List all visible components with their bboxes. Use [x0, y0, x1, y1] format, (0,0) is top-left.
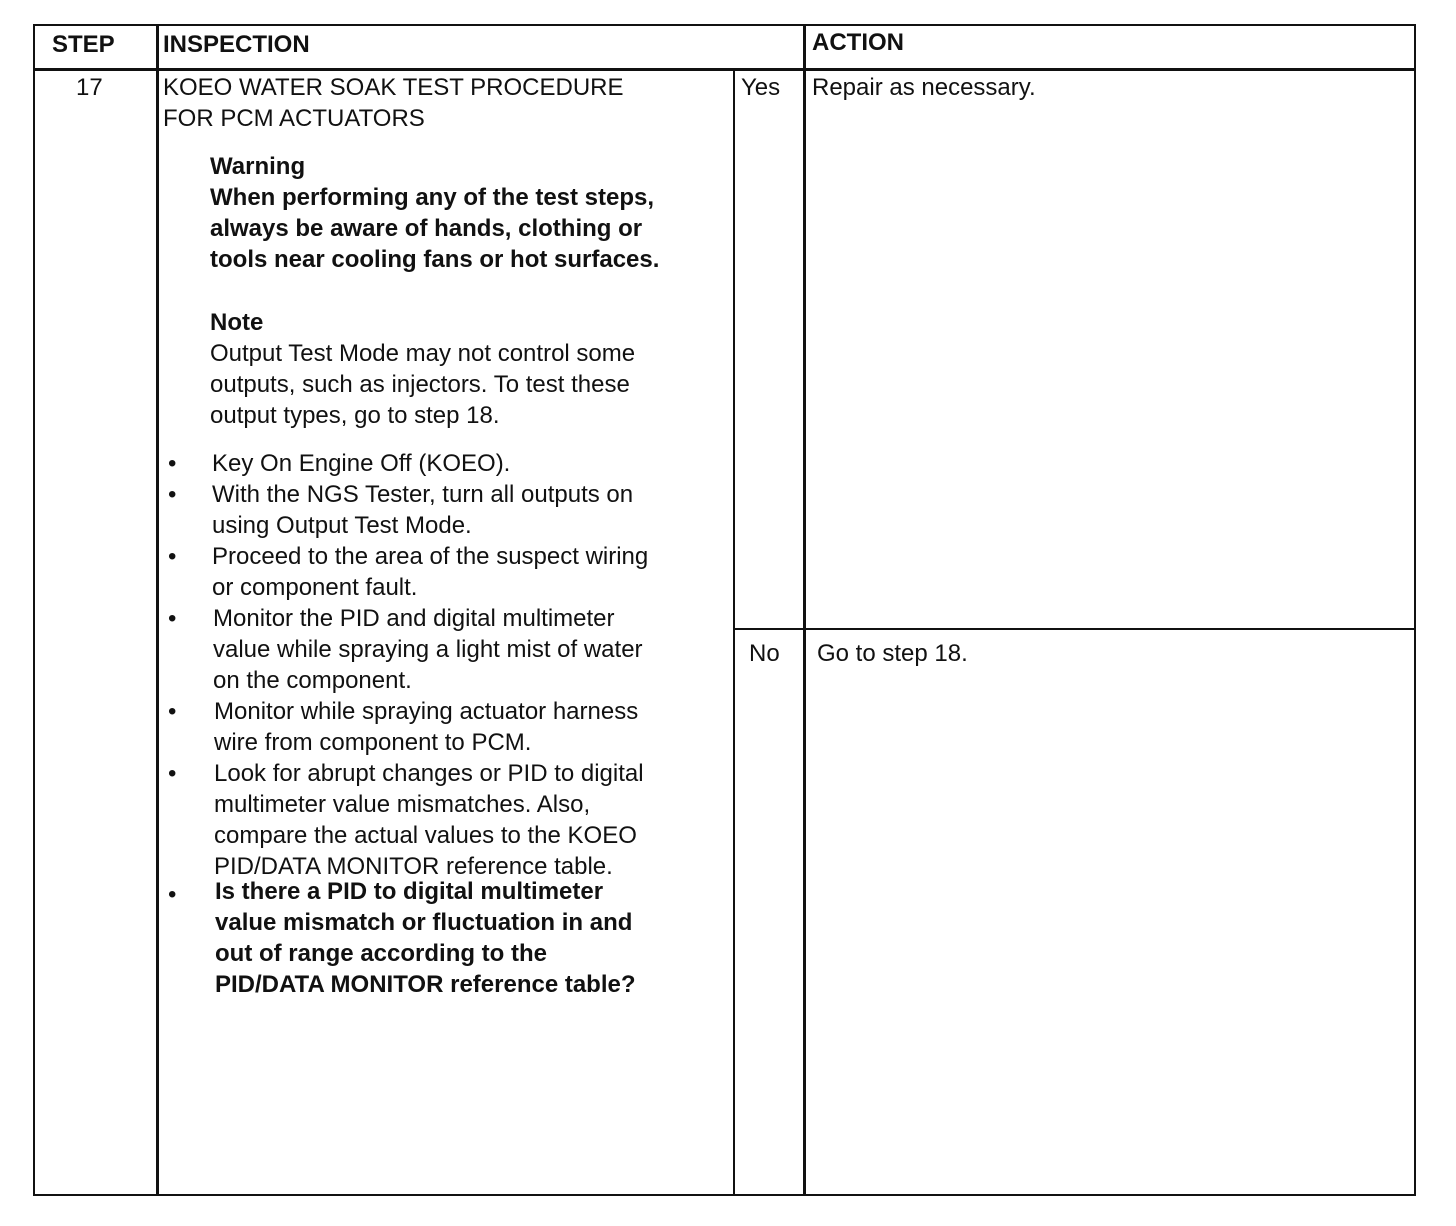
action-column-divider	[803, 24, 806, 1196]
step-column-divider	[156, 24, 159, 1196]
step-item-6-line-3: compare the actual values to the KOEO	[214, 822, 637, 849]
no-label: No	[749, 640, 780, 667]
step-item-6-line-1: Look for abrupt changes or PID to digital	[214, 760, 644, 787]
yes-action: Repair as necessary.	[812, 74, 1036, 101]
warning-text-line-1: When performing any of the test steps,	[210, 184, 655, 211]
bullet-icon	[168, 479, 182, 510]
note-text-line-1: Output Test Mode may not control some	[210, 340, 636, 367]
step-item-4-line-1: Monitor the PID and digital multimeter	[213, 605, 615, 632]
step-item-4-line-2: value while spraying a light mist of water	[213, 636, 643, 663]
note-label: Note	[210, 309, 264, 336]
procedure-title-line-1: KOEO WATER SOAK TEST PROCEDURE	[163, 74, 624, 101]
step-header: STEP	[52, 31, 115, 58]
bullet-icon	[168, 603, 182, 634]
step-item-5-line-1: Monitor while spraying actuator harness	[214, 698, 639, 725]
action-header: ACTION	[812, 29, 904, 56]
step-question-line-3: out of range according to the	[215, 940, 548, 967]
step-item-4-line-3: on the component.	[213, 667, 412, 694]
step-item-6-line-4: PID/DATA MONITOR reference table.	[214, 853, 613, 880]
warning-text-line-2: always be aware of hands, clothing or	[210, 215, 643, 242]
step-question-line-1: Is there a PID to digital multimeter	[215, 878, 604, 905]
warning-label: Warning	[210, 153, 306, 180]
step-question-line-2: value mismatch or fluctuation in and	[215, 909, 633, 936]
step-item-2-line-1: With the NGS Tester, turn all outputs on	[212, 481, 634, 508]
yes-no-column-left-divider	[733, 68, 735, 1196]
step-item-5-line-2: wire from component to PCM.	[214, 729, 532, 756]
no-action: Go to step 18.	[817, 640, 968, 667]
bullet-icon	[168, 879, 182, 910]
yes-no-row-divider	[733, 628, 1416, 630]
bullet-icon	[168, 696, 182, 727]
note-text-line-2: outputs, such as injectors. To test these	[210, 371, 630, 398]
step-item-3-line-2: or component fault.	[212, 574, 418, 601]
bullet-icon	[168, 448, 182, 479]
header-divider	[33, 68, 1416, 71]
step-item-6-line-2: multimeter value mismatches. Also,	[214, 791, 591, 818]
warning-text-line-3: tools near cooling fans or hot surfaces.	[210, 246, 660, 273]
bullet-icon	[168, 541, 182, 572]
yes-label: Yes	[741, 74, 781, 101]
step-item-3-line-1: Proceed to the area of the suspect wiring	[212, 543, 649, 570]
procedure-title-line-2: FOR PCM ACTUATORS	[163, 105, 425, 132]
step-item-2-line-2: using Output Test Mode.	[212, 512, 472, 539]
bullet-icon	[168, 758, 182, 789]
step-question-line-4: PID/DATA MONITOR reference table?	[215, 971, 636, 998]
step-item-1-line-1: Key On Engine Off (KOEO).	[212, 450, 511, 477]
note-text-line-3: output types, go to step 18.	[210, 402, 500, 429]
step-number: 17	[76, 74, 103, 101]
inspection-header: INSPECTION	[163, 31, 310, 58]
